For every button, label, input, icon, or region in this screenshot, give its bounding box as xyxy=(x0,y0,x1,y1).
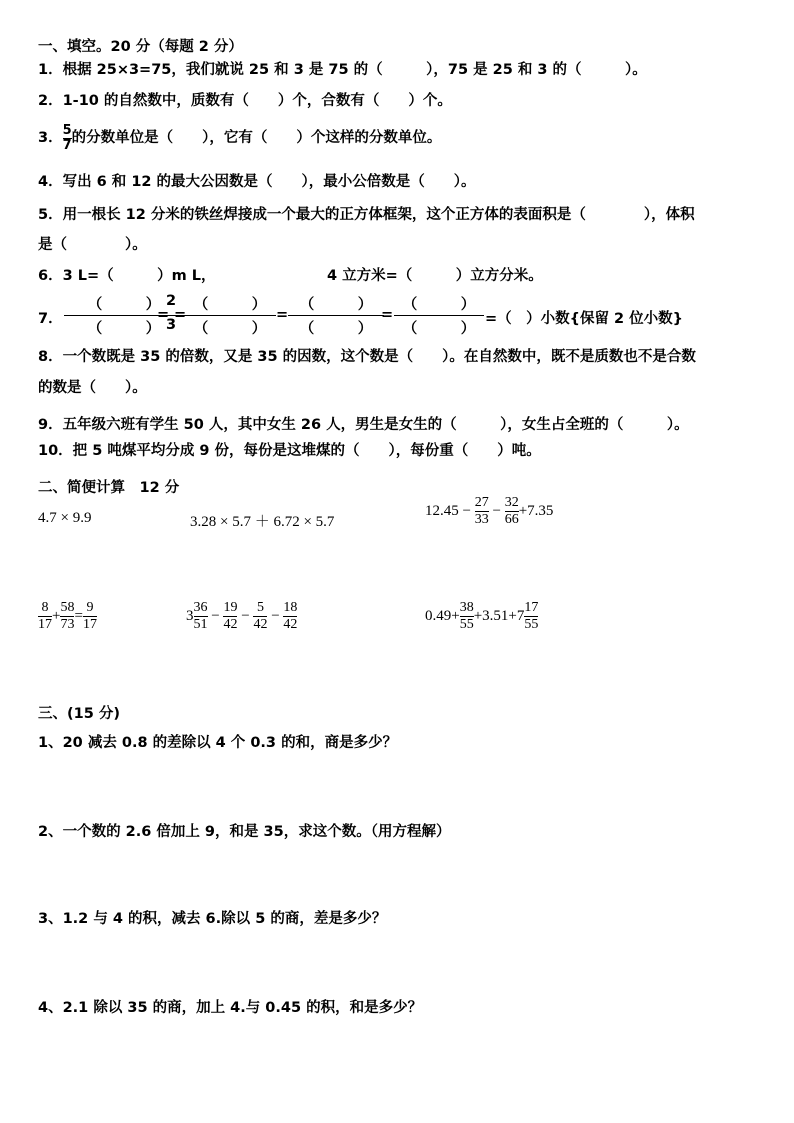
fraction-denominator: 55 xyxy=(459,616,474,632)
blank-denominator-2: （ ） xyxy=(193,321,267,337)
expression-4 xyxy=(38,601,97,632)
operator: + xyxy=(52,608,61,625)
fraction-numerator: 27 xyxy=(474,495,489,510)
question-4: 4．写出 6 和 12 的最大公因数是（ ），最小公倍数是（ ）。 xyxy=(38,174,476,190)
operator: − xyxy=(241,608,250,625)
fraction-denominator: 66 xyxy=(504,511,519,527)
expression-2: 3.28 × 5.7 ＋ 6.72 × 5.7 xyxy=(190,514,335,530)
fraction xyxy=(38,601,52,632)
question-1: 1．根据 25×3=75，我们就说 25 和 3 是 75 的（ ），75 是 25 和 3 的（ ）。 xyxy=(38,62,647,78)
question-7-decimal-blank: =（ ）小数{保留 2 位小数} xyxy=(485,311,683,327)
fraction-denominator: 42 xyxy=(283,616,298,632)
operator: = xyxy=(74,608,83,625)
question-5-line-1: 5．用一根长 12 分米的铁丝焊接成一个最大的正方体框架，这个正方体的表面积是（ ），体积 xyxy=(38,207,695,223)
fraction xyxy=(524,601,538,632)
fraction-numerator: 36 xyxy=(193,600,208,615)
problem-4: 4、2.1 除以 35 的商，加上 4.与 0.45 的积，和是多少？ xyxy=(38,1000,423,1016)
fraction xyxy=(60,601,74,632)
fraction xyxy=(283,601,297,632)
question-7-number: 7． xyxy=(38,311,63,327)
given-denominator: 3 xyxy=(165,317,177,333)
blank-numerator-4: （ ） xyxy=(402,297,476,313)
section-title-simple-calc: 二、简便计算 12 分 xyxy=(38,480,180,496)
blank-numerator-1: （ ） xyxy=(87,297,161,313)
expression-3 xyxy=(425,496,553,527)
blank-numerator-2: （ ） xyxy=(193,297,267,313)
fraction-numerator: 19 xyxy=(223,600,238,615)
expression-3-lead: 12.45 − xyxy=(425,503,471,520)
expression-6-lead: 0.49+ xyxy=(425,608,460,625)
question-8-line-2: 的数是（ ）。 xyxy=(38,380,147,396)
expression-3-tail: +7.35 xyxy=(518,503,554,520)
fraction-bar xyxy=(288,315,384,316)
fraction-denominator: 42 xyxy=(253,616,268,632)
blank-denominator-4: （ ） xyxy=(402,321,476,337)
equals-sign: = xyxy=(157,307,170,323)
question-6-part-a: 6．3 L=（ ）m L， xyxy=(38,268,216,284)
fraction xyxy=(460,601,474,632)
question-7 xyxy=(38,293,768,343)
fraction-denominator: 33 xyxy=(474,511,489,527)
expression-1: 4.7 × 9.9 xyxy=(38,510,92,526)
fraction xyxy=(505,496,519,527)
expression-5 xyxy=(186,601,297,632)
fraction-numerator: 58 xyxy=(60,600,75,615)
fraction-denominator: 55 xyxy=(524,616,539,632)
blank-denominator-1: （ ） xyxy=(87,321,161,337)
question-3-text: 的分数单位是（ ），它有（ ）个这样的分数单位。 xyxy=(71,130,442,147)
section-title-word-problems: 三、(15 分) xyxy=(38,706,120,722)
fraction-numerator: 5 xyxy=(62,123,72,138)
fraction-numerator: 32 xyxy=(504,495,519,510)
problem-1: 1、20 减去 0.8 的差除以 4 个 0.3 的和，商是多少？ xyxy=(38,735,398,751)
question-2: 2．1-10 的自然数中，质数有（ ）个，合数有（ ）个。 xyxy=(38,93,452,109)
question-3 xyxy=(38,124,441,152)
question-8-line-1: 8．一个数既是 35 的倍数，又是 35 的因数，这个数是（ ）。在自然数中，既不是质数也不是合数 xyxy=(38,349,696,365)
fraction-numerator: 8 xyxy=(41,600,49,615)
fraction-numerator: 38 xyxy=(459,600,474,615)
question-3-fraction xyxy=(63,124,72,152)
operator: − xyxy=(492,503,501,520)
operator: − xyxy=(211,608,220,625)
given-numerator: 2 xyxy=(165,293,177,309)
fraction-numerator: 18 xyxy=(283,600,298,615)
blank-numerator-3: （ ） xyxy=(299,297,373,313)
fraction-denominator: 73 xyxy=(60,616,75,632)
question-6-part-b: 4 立方米=（ ）立方分米。 xyxy=(327,268,543,284)
fraction xyxy=(475,496,489,527)
equals-sign: = xyxy=(276,307,289,323)
question-3-number: 3． xyxy=(38,130,63,147)
question-10: 10．把 5 吨煤平均分成 9 份，每份是这堆煤的（ ），每份重（ ）吨。 xyxy=(38,443,541,459)
fraction-bar xyxy=(184,315,276,316)
fraction-denominator: 17 xyxy=(38,616,52,632)
fraction-denominator: 17 xyxy=(82,616,97,632)
section-title-fill-in: 一、填空。20 分（每题 2 分） xyxy=(38,39,243,55)
fraction-numerator: 17 xyxy=(524,600,539,615)
fraction-denominator: 7 xyxy=(62,137,72,153)
whole-number: 3 xyxy=(186,608,194,625)
fraction xyxy=(83,601,97,632)
operator: − xyxy=(271,608,280,625)
expression-6 xyxy=(425,601,538,632)
fraction xyxy=(223,601,237,632)
fraction xyxy=(253,601,267,632)
problem-3: 3、1.2 与 4 的积，减去 6.除以 5 的商，差是多少？ xyxy=(38,911,387,927)
fraction xyxy=(194,601,208,632)
equals-sign: = xyxy=(381,307,394,323)
fraction-numerator: 5 xyxy=(256,600,264,615)
question-5-line-2: 是（ ）。 xyxy=(38,237,147,253)
expression-6-middle: +3.51+7 xyxy=(473,608,525,625)
fraction-numerator: 9 xyxy=(86,600,94,615)
equals-sign: = xyxy=(174,307,187,323)
fraction-bar xyxy=(394,315,484,316)
fraction-denominator: 51 xyxy=(193,616,208,632)
problem-2: 2、一个数的 2.6 倍加上 9，和是 35，求这个数。（用方程解） xyxy=(38,824,451,840)
blank-denominator-3: （ ） xyxy=(299,321,373,337)
question-9: 9．五年级六班有学生 50 人，其中女生 26 人，男生是女生的（ ），女生占全班的（ ）。 xyxy=(38,417,689,433)
fraction-denominator: 42 xyxy=(223,616,238,632)
